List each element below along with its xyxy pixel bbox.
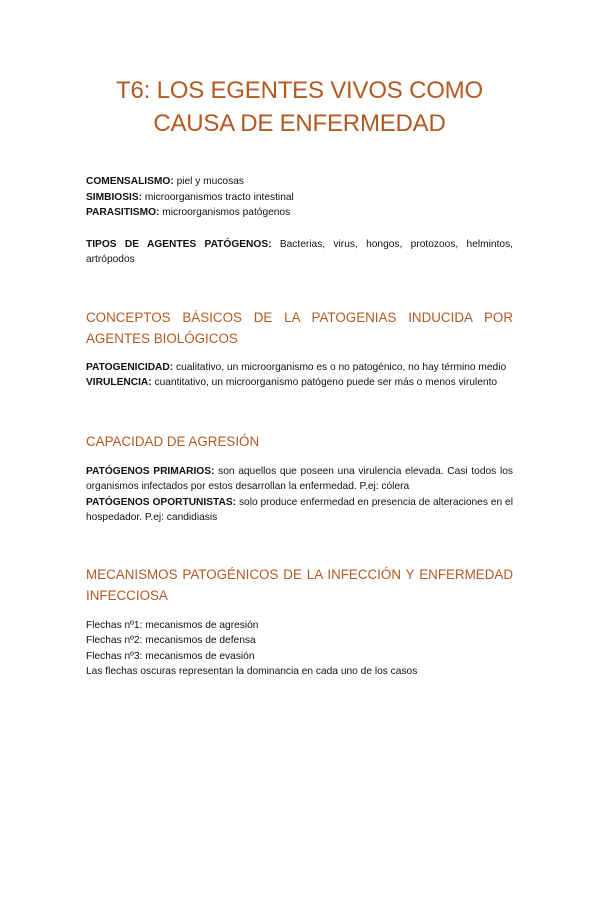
- definition-item: [86, 360, 513, 376]
- definition-item: [86, 495, 513, 526]
- relationship-item: [86, 174, 513, 190]
- term-text: solo produce enfermedad en presencia de alteraciones en el hospedador. P.ej: candidiasis: [86, 496, 513, 523]
- term-label: TIPOS DE AGENTES PATÓGENOS:: [86, 238, 272, 250]
- capacidad-section: [86, 464, 513, 526]
- term-label: SIMBIOSIS:: [86, 191, 143, 203]
- term-text: cuantitativo, un microorganismo patógeno puede ser más o menos virulento: [151, 377, 498, 388]
- document-page: [0, 74, 599, 922]
- term-text: microorganismos patógenos: [159, 207, 291, 218]
- term-text: son aquellos que poseen una virulencia elevada. Casi todos los organismos infectados por estos desarrollan la enfermedad. P.ej: cólera: [86, 465, 513, 492]
- page-title: T6: LOS EGENTES VIVOS COMO CAUSA DE ENFERMEDAD: [116, 77, 483, 137]
- pathogen-types-paragraph: [86, 237, 513, 268]
- list-item: Las flechas oscuras representan la dominancia en cada uno de los casos: [86, 666, 418, 677]
- mecanismos-section: [86, 618, 513, 680]
- definition-item: [86, 464, 513, 495]
- list-item: Flechas nº2: mecanismos de defensa: [86, 635, 256, 646]
- section-heading-capacidad: CAPACIDAD DE AGRESIÓN: [86, 433, 260, 449]
- section-heading-mecanismos: MECANISMOS PATOGÉNICOS DE LA INFECCIÓN Y ENFERMEDAD INFECCIOSA: [86, 566, 513, 603]
- term-text: microorganismos tracto intestinal: [142, 191, 294, 203]
- list-item: Flechas nº3: mecanismos de evasión: [86, 650, 255, 662]
- relationships-list: [86, 174, 513, 221]
- term-text: Bacterias, virus, hongos, protozoos, helmintos, artrópodos: [86, 238, 513, 265]
- term-label: PARASITISMO:: [86, 207, 160, 218]
- relationship-item: [86, 190, 513, 206]
- term-label: VIRULENCIA:: [86, 377, 152, 388]
- term-label: PATÓGENOS OPORTUNISTAS:: [86, 496, 237, 508]
- conceptos-section: [86, 360, 513, 391]
- relationship-item: [86, 205, 513, 221]
- term-text: piel y mucosas: [173, 176, 244, 187]
- term-label: COMENSALISMO:: [86, 176, 174, 187]
- list-item: Flechas nº1: mecanismos de agresión: [86, 619, 259, 631]
- definition-item: [86, 375, 513, 391]
- section-heading-conceptos: CONCEPTOS BÁSICOS DE LA PATOGENIAS INDUCIDA POR AGENTES BIOLÓGICOS: [86, 309, 513, 346]
- term-label: PATOGENICIDAD:: [86, 361, 174, 373]
- term-label: PATÓGENOS PRIMARIOS:: [86, 465, 215, 477]
- term-text: cualitativo, un microorganismo es o no patogénico, no hay término medio: [173, 361, 507, 373]
